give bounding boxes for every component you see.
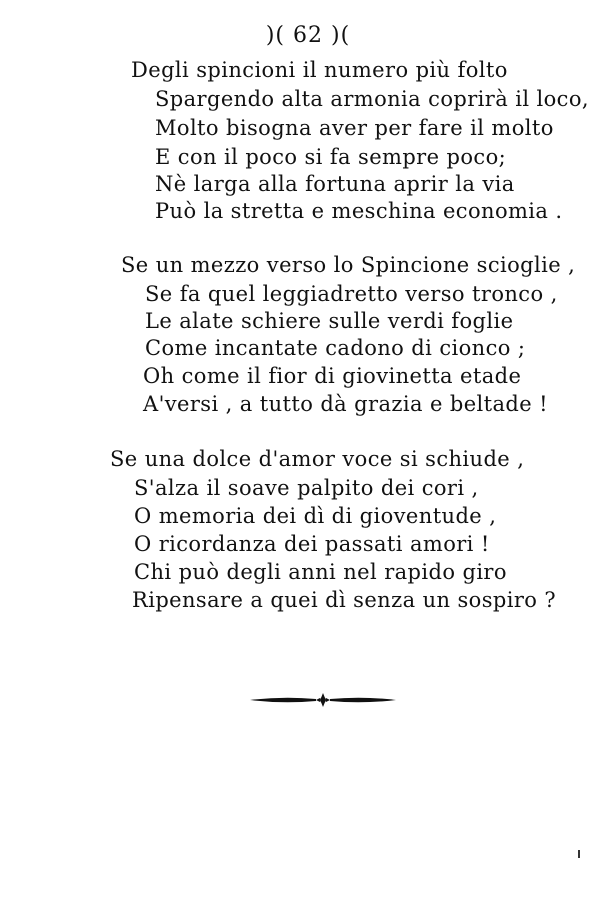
- verse-line: Se fa quel leggiadretto verso tronco ,: [145, 282, 558, 306]
- verse-line: O memoria dei dì di gioventude ,: [134, 504, 497, 528]
- verse-line: Le alate schiere sulle verdi foglie: [145, 309, 514, 333]
- ornament-left-swell: [250, 698, 316, 703]
- ornament-divider: [248, 690, 398, 710]
- page-number: )( 62 )(: [265, 23, 351, 48]
- verse-line: Spargendo alta armonia coprirà il loco,: [155, 87, 589, 111]
- ornament-right-swell: [330, 698, 396, 703]
- verse-line: Se una dolce d'amor voce si schiude ,: [110, 447, 525, 471]
- verse-line: S'alza il soave palpito dei cori ,: [134, 476, 479, 500]
- verse-line: Come incantate cadono di cionco ;: [145, 336, 526, 360]
- verse-line: Può la stretta e meschina economia .: [155, 199, 563, 223]
- ornament-center-flourish: [316, 693, 330, 707]
- page-edge-mark: [578, 850, 580, 858]
- verse-line: Degli spincioni il numero più folto: [131, 58, 508, 82]
- verse-line: O ricordanza dei passati amori !: [134, 532, 490, 556]
- verse-line: E con il poco si fa sempre poco;: [155, 145, 507, 169]
- verse-line: A'versi , a tutto dà grazia e beltade !: [143, 392, 548, 416]
- verse-line: Oh come il fior di giovinetta etade: [143, 364, 522, 388]
- verse-line: Se un mezzo verso lo Spincione scioglie ,: [121, 253, 576, 277]
- verse-line: Nè larga alla fortuna aprir la via: [155, 172, 515, 196]
- verse-line: Chi può degli anni nel rapido giro: [134, 560, 507, 584]
- verse-line: Ripensare a quei dì senza un sospiro ?: [132, 588, 557, 612]
- verse-line: Molto bisogna aver per fare il molto: [155, 116, 554, 140]
